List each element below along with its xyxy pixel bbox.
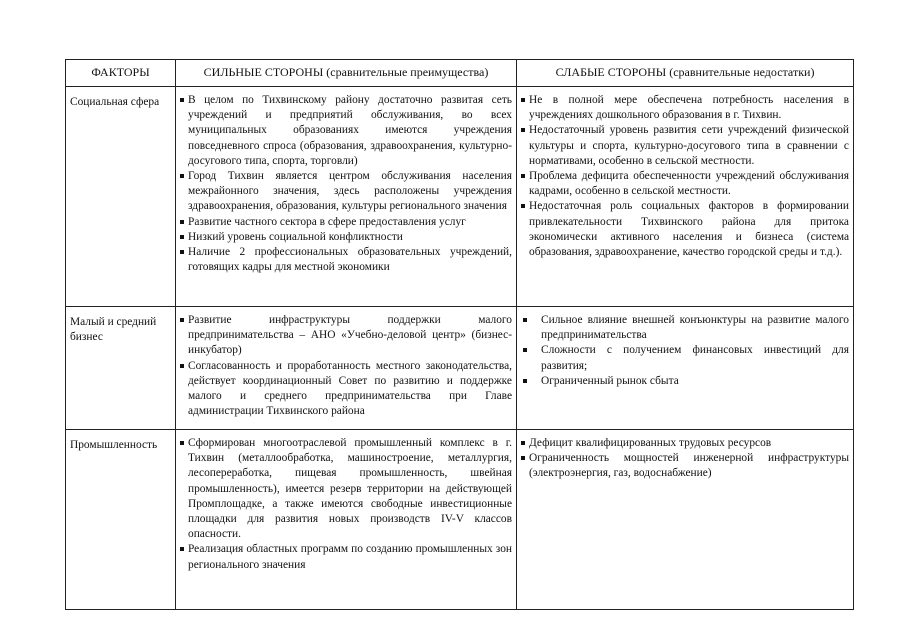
swot-table — [65, 59, 854, 610]
table-row-industry — [66, 430, 854, 610]
list-item: В целом по Тихвинскому району достаточно развитая сеть учреждений и предприятий обслуживания, во всех муниципальных образованиях имеются учреждения повседневного спроса (образования, здравоохранения, культурно-досугового типа, спорта, торговли) — [180, 93, 512, 169]
list-item: Развитие частного сектора в сфере предоставления услуг — [180, 215, 512, 230]
list-item: Не в полной мере обеспечена потребность населения в учреждениях дошкольного образования в г. Тихвин. — [521, 93, 849, 123]
list-item: Низкий уровень социальной конфликтности — [180, 230, 512, 245]
weaknesses-cell — [517, 430, 854, 610]
list-item: Согласованность и проработанность местного законодательства, действует координационный Совет по развитию и поддержке малого и среднего предпринимательства при Главе администрации Тихвинского района — [180, 359, 512, 420]
list-item: Ограниченность мощностей инженерной инфраструктуры (электроэнергия, газ, водоснабжение) — [521, 451, 849, 481]
list-item: Наличие 2 профессиональных образовательных учреждений, готовящих кадры для местной экономики — [180, 245, 512, 275]
table-row-business — [66, 307, 854, 430]
factor-cell: Малый и средний бизнес — [66, 307, 176, 430]
table-row-social — [66, 87, 854, 307]
factor-cell: Социальная сфера — [66, 87, 176, 307]
weaknesses-list — [521, 93, 849, 260]
list-item: Проблема дефицита обеспеченности учреждений обслуживания кадрами, особенно в сельской местности. — [521, 169, 849, 199]
weaknesses-list — [521, 313, 849, 389]
list-item: Сложности с получением финансовых инвестиций для развития; — [521, 343, 849, 373]
weaknesses-cell — [517, 87, 854, 307]
list-item: Дефицит квалифицированных трудовых ресурсов — [521, 436, 849, 451]
list-item: Город Тихвин является центром обслуживания населения межрайонного значения, здесь расположены учреждения здравоохранения, образования, культуры регионального значения — [180, 169, 512, 215]
list-item: Развитие инфраструктуры поддержки малого предпринимательства – АНО «Учебно-деловой центр» (бизнес-инкубатор) — [180, 313, 512, 359]
list-item: Сформирован многоотраслевой промышленный комплекс в г. Тихвин (металлообработка, машиностроение, металлургия, лесопереработка, пищевая промышленность, швейная промышленность), имеется резерв территории на действующей Промплощадке, а также имеются свободные инвестиционные площадки для развития новых производств IV-V классов опасности. — [180, 436, 512, 542]
strengths-cell — [176, 307, 517, 430]
header-row — [66, 60, 854, 87]
header-weaknesses: СЛАБЫЕ СТОРОНЫ (сравнительные недостатки) — [517, 60, 854, 87]
list-item: Сильное влияние внешней конъюнктуры на развитие малого предпринимательства — [521, 313, 849, 343]
list-item: Недостаточный уровень развития сети учреждений физической культуры и спорта, культурно-досугового типа в сравнении с нормативами, особенно в сельской местности. — [521, 123, 849, 169]
strengths-list — [180, 313, 512, 419]
header-factors: ФАКТОРЫ — [66, 60, 176, 87]
header-strengths: СИЛЬНЫЕ СТОРОНЫ (сравнительные преимущества) — [176, 60, 517, 87]
strengths-cell — [176, 430, 517, 610]
strengths-list — [180, 436, 512, 573]
strengths-list — [180, 93, 512, 275]
strengths-cell — [176, 87, 517, 307]
list-item: Реализация областных программ по созданию промышленных зон регионального значения — [180, 542, 512, 572]
list-item: Недостаточная роль социальных факторов в формировании привлекательности Тихвинского района для притока экономически активного населения и бизнеса (система образования, здравоохранение, качество городской среды и т.д.). — [521, 199, 849, 260]
weaknesses-cell — [517, 307, 854, 430]
list-item: Ограниченный рынок сбыта — [521, 374, 849, 389]
factor-cell: Промышленность — [66, 430, 176, 610]
weaknesses-list — [521, 436, 849, 482]
